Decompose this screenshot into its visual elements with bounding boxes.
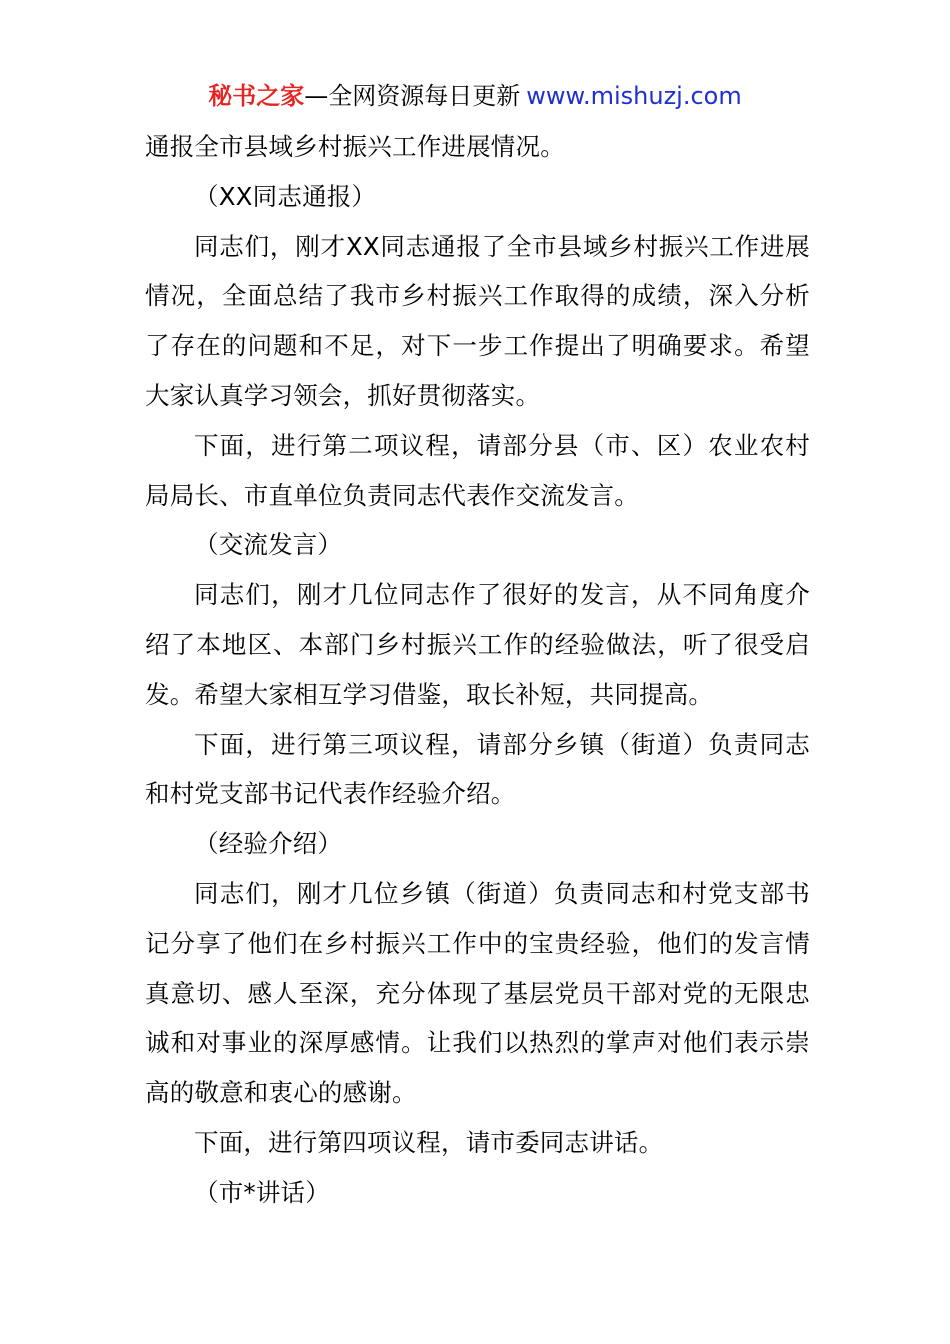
document-body <box>145 122 810 1218</box>
site-tagline: —全网资源每日更新 <box>304 82 521 110</box>
site-header <box>0 80 950 112</box>
paragraph: 下面，进行第二项议程，请部分县（市、区）农业农村局局长、市直单位负责同志代表作交流发言。 <box>145 430 810 510</box>
paragraph: （XX同志通报） <box>194 181 377 211</box>
site-brand: 秘书之家 <box>208 82 305 110</box>
paragraph: （市*讲话） <box>194 1177 330 1207</box>
site-url-link[interactable]: www.mishuzj.com <box>526 82 742 110</box>
paragraph: 同志们，刚才几位乡镇（街道）负责同志和村党支部书记分享了他们在乡村振兴工作中的宝贵经验，他们的发言情真意切、感人至深，充分体现了基层党员干部对党的无限忠诚和对事业的深厚感情。让我们以热烈的掌声对他们表示崇高的敬意和衷心的感谢。 <box>145 878 810 1108</box>
paragraph: 下面，进行第四项议程，请市委同志讲话。 <box>194 1127 664 1157</box>
paragraph: 通报全市县域乡村振兴工作进展情况。 <box>145 132 565 161</box>
paragraph: 同志们，刚才几位同志作了很好的发言，从不同角度介绍了本地区、本部门乡村振兴工作的经验做法，听了很受启发。希望大家相互学习借鉴，取长补短，共同提高。 <box>145 580 810 709</box>
paragraph: 下面，进行第三项议程，请部分乡镇（街道）负责同志和村党支部书记代表作经验介绍。 <box>145 729 810 809</box>
paragraph: 同志们，刚才XX同志通报了全市县域乡村振兴工作进展情况，全面总结了我市乡村振兴工作取得的成绩，深入分析了存在的问题和不足，对下一步工作提出了明确要求。希望大家认真学习领会，抓好贯彻落实。 <box>145 231 810 410</box>
paragraph: （交流发言） <box>194 530 343 560</box>
paragraph: （经验介绍） <box>194 829 343 859</box>
